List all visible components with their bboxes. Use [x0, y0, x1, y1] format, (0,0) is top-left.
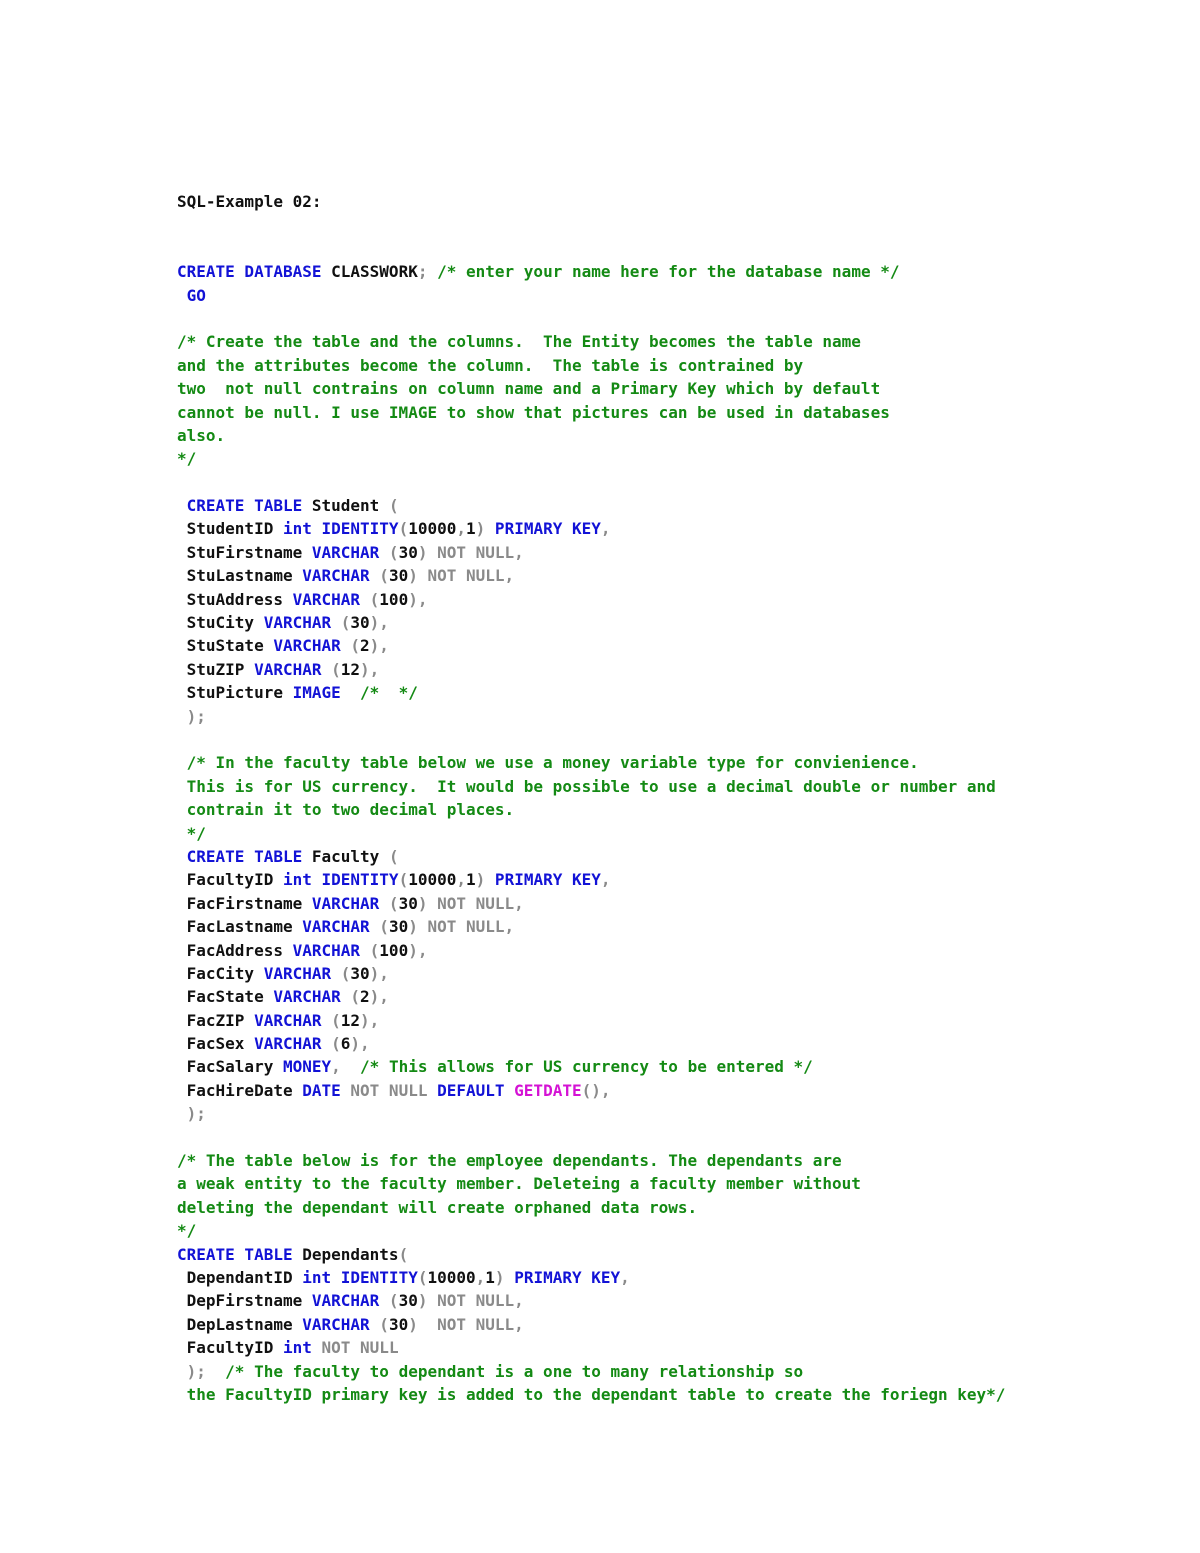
sql-punctuation: ( — [331, 613, 351, 633]
sql-keyword: VARCHAR — [302, 917, 370, 937]
sql-identifier: 30 — [398, 1291, 418, 1311]
blank-line — [177, 1126, 1077, 1149]
code-line — [177, 1289, 1077, 1312]
code-line — [177, 1383, 1077, 1406]
sql-keyword: CREATE DATABASE — [177, 262, 322, 282]
sql-identifier: FacAddress — [177, 940, 293, 960]
sql-punctuation: ); — [177, 1104, 206, 1124]
sql-punctuation: ( — [379, 893, 399, 913]
sql-identifier: StuCity — [177, 613, 264, 633]
sql-punctuation: , — [475, 1267, 486, 1287]
sql-identifier: 1 — [466, 519, 476, 539]
sql-punctuation: ( — [340, 987, 361, 1007]
sql-identifier: 30 — [388, 917, 409, 937]
sql-identifier: FacCity — [177, 963, 264, 983]
sql-punctuation: ) NOT NULL, — [408, 917, 515, 937]
sql-punctuation: , — [331, 1057, 341, 1077]
sql-keyword: VARCHAR — [273, 987, 341, 1007]
code-line — [177, 260, 1077, 283]
sql-punctuation: ), — [369, 987, 389, 1007]
sql-function: GETDATE — [504, 1080, 582, 1100]
sql-punctuation: ), — [360, 659, 380, 679]
code-line — [177, 962, 1077, 985]
sql-identifier: FacultyID — [177, 1338, 283, 1358]
sql-keyword: int IDENTITY — [282, 519, 399, 539]
code-line — [177, 751, 1077, 774]
sql-punctuation: ), — [350, 1034, 370, 1054]
code-line — [177, 1360, 1077, 1383]
sql-keyword: VARCHAR — [302, 1314, 370, 1334]
sql-comment: /* In the faculty table below we use a money variable type for convienience. — [177, 753, 919, 773]
sql-punctuation: , — [600, 519, 611, 539]
code-line — [177, 447, 1077, 470]
sql-punctuation: ( — [331, 963, 351, 983]
sql-identifier: 6 — [340, 1034, 351, 1054]
code-line — [177, 1266, 1077, 1289]
sql-punctuation: ( — [369, 566, 389, 586]
code-line — [177, 401, 1077, 424]
sql-punctuation: ( — [369, 917, 389, 937]
blank-line — [177, 213, 1077, 236]
sql-identifier: 30 — [398, 542, 418, 562]
sql-keyword: VARCHAR — [254, 659, 322, 679]
sql-identifier: DependantID — [177, 1267, 303, 1287]
sql-punctuation: ); — [177, 1361, 206, 1381]
code-line — [177, 1055, 1077, 1078]
sql-comment: This is for US currency. It would be possible to use a decimal double or number and — [177, 776, 996, 796]
sql-keyword: VARCHAR — [292, 940, 361, 960]
sql-keyword: VARCHAR — [311, 542, 380, 562]
sql-identifier: Dependants — [292, 1244, 399, 1264]
sql-comment: cannot be null. I use IMAGE to show that pictures can be used in databases — [177, 402, 890, 422]
sql-comment: */ — [177, 823, 206, 843]
sql-punctuation: ( — [360, 940, 380, 960]
sql-identifier: StuPicture — [177, 683, 293, 703]
sql-identifier: 12 — [340, 659, 361, 679]
code-line — [177, 424, 1077, 447]
sql-keyword: VARCHAR — [311, 893, 380, 913]
sql-identifier: 30 — [350, 963, 370, 983]
sql-punctuation: ) NOT NULL, — [408, 1314, 524, 1334]
code-line — [177, 611, 1077, 634]
sql-comment: a weak entity to the faculty member. Deleteing a faculty member without — [177, 1174, 861, 1194]
sql-punctuation: ( — [321, 1034, 341, 1054]
sql-comment: /* Create the table and the columns. The Entity becomes the table name — [177, 332, 861, 352]
sql-identifier: CLASSWORK — [321, 262, 418, 282]
sql-punctuation: ) — [475, 519, 486, 539]
sql-punctuation: ( — [398, 519, 409, 539]
code-line — [177, 1102, 1077, 1125]
code-line — [177, 1149, 1077, 1172]
sql-keyword: CREATE TABLE — [177, 496, 303, 516]
sql-punctuation: ), — [408, 940, 428, 960]
blank-line — [177, 471, 1077, 494]
sql-identifier: StuLastname — [177, 566, 303, 586]
code-line — [177, 892, 1077, 915]
sql-identifier: FacState — [177, 987, 274, 1007]
sql-identifier: StudentID — [177, 519, 283, 539]
code-line — [177, 541, 1077, 564]
sql-identifier: DepLastname — [177, 1314, 303, 1334]
code-line — [177, 284, 1077, 307]
sql-comment: /* */ — [340, 683, 418, 703]
sql-identifier: StuState — [177, 636, 274, 656]
sql-keyword: IMAGE — [292, 683, 341, 703]
sql-keyword: CREATE TABLE — [177, 1244, 293, 1264]
sql-punctuation: , — [620, 1267, 630, 1287]
sql-punctuation: ( — [417, 1267, 428, 1287]
sql-punctuation: ), — [360, 1010, 380, 1030]
sql-identifier: Student — [302, 496, 389, 516]
code-line — [177, 1172, 1077, 1195]
code-line — [177, 915, 1077, 938]
code-line — [177, 985, 1077, 1008]
sql-keyword: CREATE TABLE — [177, 846, 303, 866]
sql-punctuation: ; — [417, 262, 428, 282]
code-line — [177, 517, 1077, 540]
sql-identifier: FacFirstname — [177, 893, 312, 913]
sql-identifier: 30 — [388, 566, 409, 586]
code-line — [177, 775, 1077, 798]
sql-keyword: GO — [177, 285, 206, 305]
sql-punctuation: ); — [177, 706, 206, 726]
blank-line — [177, 728, 1077, 751]
code-line — [177, 494, 1077, 517]
code-line — [177, 1313, 1077, 1336]
sql-identifier: 100 — [379, 940, 409, 960]
sql-identifier: StuFirstname — [177, 542, 312, 562]
sql-identifier: 100 — [379, 589, 409, 609]
code-line — [177, 1009, 1077, 1032]
sql-comment: deleting the dependant will create orphaned data rows. — [177, 1197, 698, 1217]
code-line — [177, 1032, 1077, 1055]
code-line — [177, 1196, 1077, 1219]
code-line — [177, 564, 1077, 587]
code-line — [177, 705, 1077, 728]
sql-identifier: StuZIP — [177, 659, 255, 679]
sql-comment: /* This allows for US currency to be entered */ — [340, 1057, 813, 1077]
blank-line — [177, 307, 1077, 330]
sql-punctuation: ) — [475, 870, 486, 890]
code-line — [177, 658, 1077, 681]
sql-identifier: StuAddress — [177, 589, 293, 609]
code-line — [177, 868, 1077, 891]
code-line — [177, 634, 1077, 657]
sql-punctuation: , — [600, 870, 611, 890]
sql-identifier: 2 — [360, 636, 370, 656]
sql-identifier: 1 — [466, 870, 476, 890]
sql-comment: /* The table below is for the employee dependants. The dependants are — [177, 1151, 842, 1171]
sql-code-block — [177, 190, 1077, 1406]
sql-keyword: VARCHAR — [263, 963, 332, 983]
sql-punctuation: ( — [360, 589, 380, 609]
sql-punctuation: ), — [369, 613, 389, 633]
sql-comment: */ — [177, 449, 197, 469]
code-line — [177, 588, 1077, 611]
sql-punctuation: (), — [581, 1080, 611, 1100]
sql-punctuation: ( — [369, 1314, 389, 1334]
sql-punctuation: ) NOT NULL, — [408, 566, 515, 586]
code-line — [177, 845, 1077, 868]
sql-identifier: FacSalary — [177, 1057, 283, 1077]
sql-identifier: FacSex — [177, 1034, 255, 1054]
sql-punctuation: ), — [369, 636, 389, 656]
sql-keyword: VARCHAR — [292, 589, 361, 609]
sql-identifier: DepFirstname — [177, 1291, 312, 1311]
sql-comment: /* enter your name here for the database name */ — [427, 262, 900, 282]
sql-punctuation: ) — [494, 1267, 505, 1287]
sql-comment: two not null contrains on column name and a Primary Key which by default — [177, 379, 881, 399]
sql-punctuation: ), — [408, 589, 428, 609]
sql-identifier: 30 — [350, 613, 370, 633]
sql-keyword: VARCHAR — [254, 1010, 322, 1030]
sql-punctuation: ( — [379, 1291, 399, 1311]
code-line — [177, 1079, 1077, 1102]
sql-identifier: Faculty — [302, 846, 389, 866]
sql-punctuation: ( — [388, 846, 399, 866]
sql-punctuation: , — [456, 870, 467, 890]
sql-identifier: FacZIP — [177, 1010, 255, 1030]
sql-identifier: FacLastname — [177, 917, 303, 937]
sql-keyword: int — [282, 1338, 312, 1358]
code-line — [177, 377, 1077, 400]
sql-identifier: 2 — [360, 987, 370, 1007]
sql-punctuation: ) NOT NULL, — [417, 542, 524, 562]
sql-identifier: FacultyID — [177, 870, 283, 890]
sql-comment: /* The faculty to dependant is a one to many relationship so — [205, 1361, 804, 1381]
sql-identifier: 10000 — [408, 519, 457, 539]
sql-punctuation: ( — [321, 1010, 341, 1030]
code-line — [177, 1219, 1077, 1242]
sql-keyword: PRIMARY KEY — [504, 1267, 621, 1287]
code-line — [177, 354, 1077, 377]
sql-comment: */ — [177, 1221, 197, 1241]
sql-identifier: 1 — [485, 1267, 495, 1287]
sql-punctuation: NOT NULL — [340, 1080, 428, 1100]
code-line — [177, 822, 1077, 845]
code-line — [177, 330, 1077, 353]
code-line — [177, 1336, 1077, 1359]
sql-keyword: VARCHAR — [311, 1291, 380, 1311]
sql-identifier: 10000 — [427, 1267, 476, 1287]
blank-line — [177, 237, 1077, 260]
code-line — [177, 681, 1077, 704]
sql-punctuation: ), — [369, 963, 389, 983]
sql-keyword: DATE — [302, 1080, 341, 1100]
sql-keyword: VARCHAR — [263, 613, 332, 633]
sql-keyword: VARCHAR — [254, 1034, 322, 1054]
sql-punctuation: ( — [321, 659, 341, 679]
sql-comment: contrain it to two decimal places. — [177, 800, 515, 820]
sql-identifier: 10000 — [408, 870, 457, 890]
sql-punctuation: ( — [340, 636, 361, 656]
sql-keyword: VARCHAR — [273, 636, 341, 656]
sql-keyword: DEFAULT — [427, 1080, 505, 1100]
sql-keyword: int IDENTITY — [282, 870, 399, 890]
sql-comment: and the attributes become the column. The table is contrained by — [177, 355, 804, 375]
sql-punctuation: ( — [398, 870, 409, 890]
sql-keyword: VARCHAR — [302, 566, 370, 586]
sql-punctuation: , — [456, 519, 467, 539]
sql-punctuation: NOT NULL — [311, 1338, 399, 1358]
sql-punctuation: ( — [379, 542, 399, 562]
document-title: SQL-Example 02: — [177, 192, 322, 211]
sql-identifier: 30 — [398, 893, 418, 913]
sql-punctuation: ) NOT NULL, — [417, 1291, 524, 1311]
sql-keyword: int IDENTITY — [302, 1267, 418, 1287]
sql-identifier: 30 — [388, 1314, 409, 1334]
sql-comment: also. — [177, 425, 226, 445]
sql-comment: the FacultyID primary key is added to the dependant table to create the foriegn key*/ — [177, 1384, 1006, 1404]
code-line — [177, 939, 1077, 962]
sql-identifier: FacHireDate — [177, 1080, 303, 1100]
sql-identifier: 12 — [340, 1010, 361, 1030]
sql-punctuation: ) NOT NULL, — [417, 893, 524, 913]
code-line — [177, 1243, 1077, 1266]
sql-keyword: PRIMARY KEY — [485, 870, 601, 890]
code-lines — [177, 213, 1077, 1406]
sql-punctuation: ( — [398, 1244, 409, 1264]
sql-punctuation: ( — [388, 496, 399, 516]
sql-keyword: PRIMARY KEY — [485, 519, 601, 539]
sql-keyword: MONEY — [282, 1057, 332, 1077]
code-line — [177, 798, 1077, 821]
